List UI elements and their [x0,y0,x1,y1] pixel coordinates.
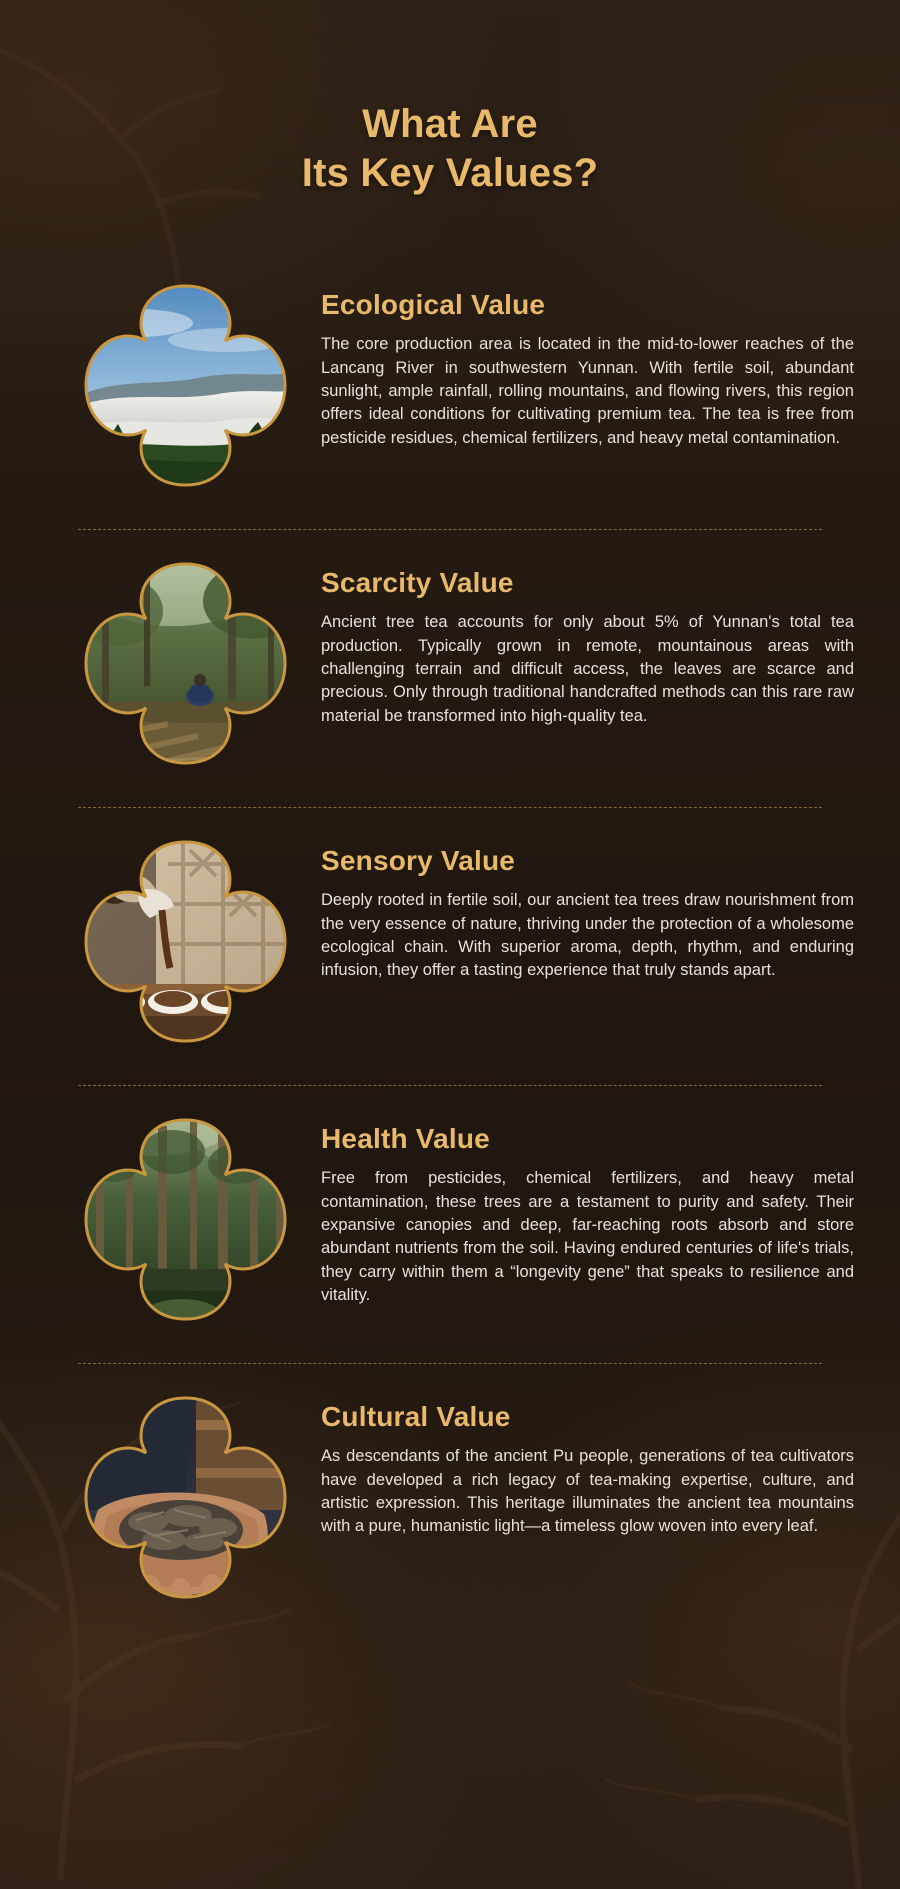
section-body: Deeply rooted in fertile soil, our ancient tea trees draw nourishment from the very essence of nature, thriving under the protection of a wholesome ecological chain. With superior aroma, depth, rhythm, and enduring infusion, they offer a tasting experience that truly stands apart. [321,891,854,980]
section-divider [78,529,822,530]
page-title-line-1: What Are [362,102,538,146]
section-title: Health Value [321,1122,490,1154]
section-health-value [30,1112,870,1337]
section-image-ecological [78,278,293,493]
section-sensory-value [30,834,870,1059]
section-image-health [78,1112,293,1327]
section-body: Ancient tree tea accounts for only about 5% of Yunnan's total tea production. Typically grown in remote, mountainous areas with challenging terrain and difficult access, the leaves are scarce and precious. Only through traditional handcrafted methods can this rare raw material be transformed into high-quality tea. [321,613,854,725]
section-title: Cultural Value [321,1400,511,1432]
section-title: Ecological Value [321,288,546,320]
value-sections-list [30,278,870,1615]
section-divider [78,807,822,808]
section-divider [78,1085,822,1086]
section-image-scarcity [78,556,293,771]
section-ecological-value [30,278,870,503]
section-cultural-value [30,1390,870,1615]
section-image-cultural [78,1390,293,1605]
section-image-sensory [78,834,293,1049]
section-body: As descendants of the ancient Pu people, generations of tea cultivators have developed a rich legacy of tea-making expertise, culture, and artistic expression. This heritage illuminates the ancient tea mountains with a pure, humanistic light—a timeless glow woven into every leaf. [321,1447,854,1536]
section-title: Scarcity Value [321,566,514,598]
section-scarcity-value [30,556,870,781]
section-body: The core production area is located in the mid-to-lower reaches of the Lancang River in southwestern Yunnan. With fertile soil, abundant sunlight, ample rainfall, rolling mountains, and flowing rivers, this region offers ideal conditions for cultivating premium tea. The tea is free from pesticide residues, chemical fertilizers, and heavy metal contamination. [321,335,854,447]
section-title: Sensory Value [321,844,516,876]
section-divider [78,1363,822,1364]
page-title [30,0,870,198]
section-body: Free from pesticides, chemical fertilizers, and heavy metal contamination, these trees are a testament to purity and safety. Their expansive canopies and deep, far-reaching roots absorb and store abundant nutrients from the soil. Having endured centuries of life's trials, they carry within them a “longevity gene” that speaks to resilience and vitality. [321,1169,854,1305]
page-title-line-2: Its Key Values? [301,150,599,195]
